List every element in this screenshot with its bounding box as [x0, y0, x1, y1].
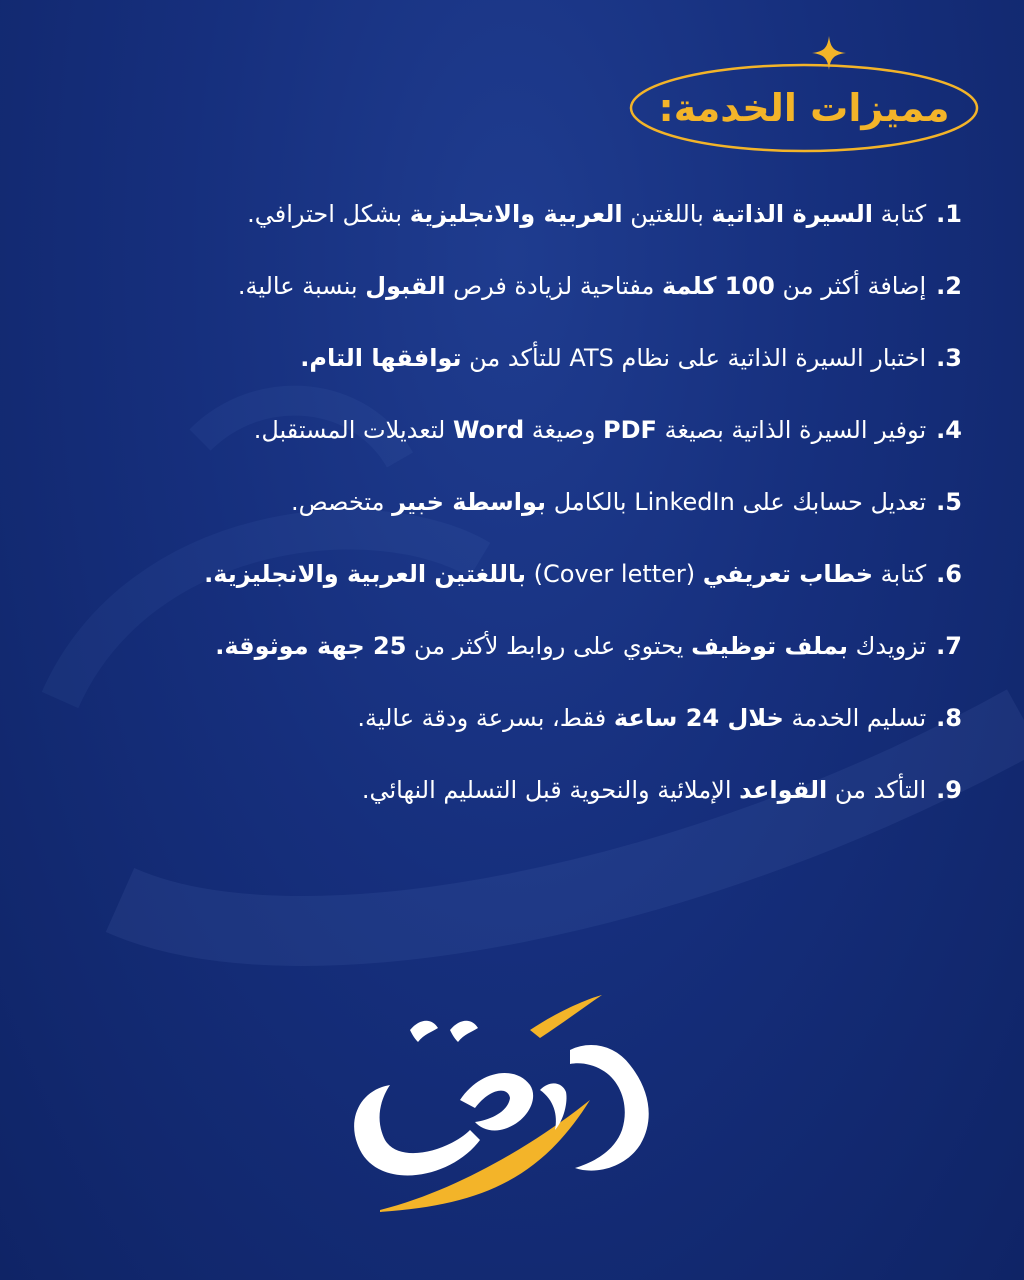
- item-number: 9.: [936, 776, 962, 804]
- item-highlight: بملف توظيف: [691, 632, 848, 660]
- item-highlight: باللغتين العربية والانجليزية.: [204, 560, 526, 588]
- calligraphy-logo-icon: [340, 990, 680, 1220]
- item-highlight: بواسطة خبير: [392, 488, 547, 516]
- item-text: بنسبة عالية.: [237, 272, 366, 300]
- item-highlight: 100 كلمة: [662, 272, 775, 300]
- item-highlight: 25 جهة موثوقة.: [215, 632, 407, 660]
- item-highlight: القواعد: [739, 776, 828, 804]
- item-text: اختبار السيرة الذاتية على نظام ATS للتأكد من: [461, 344, 927, 372]
- item-highlight: Word: [453, 416, 525, 444]
- item-text: كتابة: [873, 560, 927, 588]
- list-item: [52, 628, 962, 700]
- list-item: [52, 700, 962, 772]
- item-text: مفتاحية لزيادة فرص: [445, 272, 662, 300]
- item-number: 5.: [936, 488, 962, 516]
- list-item: [52, 556, 962, 628]
- item-text: تعديل حسابك على LinkedIn بالكامل: [546, 488, 927, 516]
- item-text: متخصص.: [291, 488, 393, 516]
- item-number: 6.: [936, 560, 962, 588]
- list-item: [52, 484, 962, 556]
- list-item: [52, 196, 962, 268]
- header-badge: [628, 62, 980, 154]
- item-number: 8.: [936, 704, 962, 732]
- item-highlight: خلال 24 ساعة: [613, 704, 784, 732]
- item-highlight: توافقها التام.: [300, 344, 462, 372]
- list-item: [52, 340, 962, 412]
- list-item: [52, 268, 962, 340]
- list-item: [52, 772, 962, 844]
- item-number: 2.: [936, 272, 962, 300]
- item-text: الإملائية والنحوية قبل التسليم النهائي.: [361, 776, 740, 804]
- item-number: 1.: [936, 200, 962, 228]
- item-text: تزويدك: [847, 632, 927, 660]
- item-text: بشكل احترافي.: [247, 200, 410, 228]
- item-text: يحتوي على روابط لأكثر من: [406, 632, 692, 660]
- item-highlight: PDF: [603, 416, 657, 444]
- item-text: التأكد من: [827, 776, 927, 804]
- item-number: 3.: [936, 344, 962, 372]
- item-number: 4.: [936, 416, 962, 444]
- features-list: [52, 196, 962, 844]
- item-text: وصيغة: [524, 416, 604, 444]
- item-highlight: خطاب تعريفي: [702, 560, 874, 588]
- item-text: (Cover letter): [526, 560, 703, 588]
- item-text: إضافة أكثر من: [774, 272, 927, 300]
- item-text: تسليم الخدمة: [783, 704, 927, 732]
- item-text: فقط، بسرعة ودقة عالية.: [357, 704, 614, 732]
- item-text: لتعديلات المستقبل.: [253, 416, 453, 444]
- page-title: مميزات الخدمة:: [658, 86, 950, 130]
- item-text: توفير السيرة الذاتية بصيغة: [656, 416, 927, 444]
- item-number: 7.: [936, 632, 962, 660]
- item-highlight: السيرة الذاتية: [711, 200, 874, 228]
- item-highlight: القبول: [365, 272, 446, 300]
- list-item: [52, 412, 962, 484]
- item-text: كتابة: [873, 200, 927, 228]
- item-highlight: العربية والانجليزية: [409, 200, 623, 228]
- item-text: باللغتين: [622, 200, 712, 228]
